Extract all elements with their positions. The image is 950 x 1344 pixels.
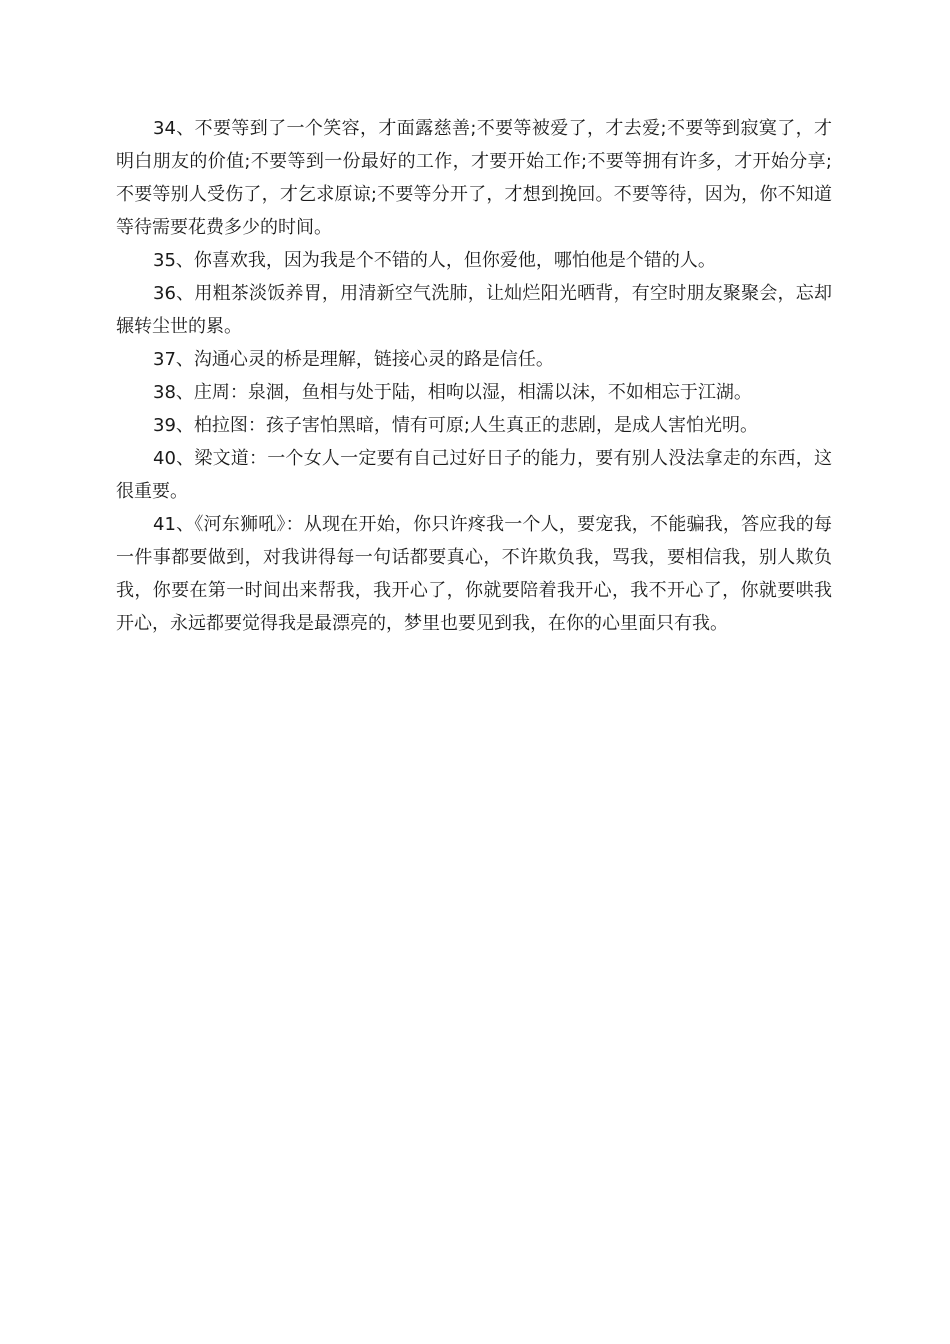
paragraph-41: 41、《河东狮吼》：从现在开始，你只许疼我一个人，要宠我，不能骗我，答应我的每一件事都要做到，对我讲得每一句话都要真心，不许欺负我，骂我，要相信我，别人欺负我，你要在第一时间出来帮我，我开心了，你就要陪着我开心，我不开心了，你就要哄我开心，永远都要觉得我是最漂亮的，梦里也要见到我，在你的心里面只有我。 <box>116 514 832 634</box>
paragraph-39: 39、柏拉图：孩子害怕黑暗，情有可原;人生真正的悲剧，是成人害怕光明。 <box>153 415 758 436</box>
paragraph-40: 40、梁文道：一个女人一定要有自己过好日子的能力，要有别人没法拿走的东西，这很重要。 <box>116 448 832 502</box>
paragraph-35: 35、你喜欢我，因为我是个不错的人，但你爱他，哪怕他是个错的人。 <box>153 250 716 271</box>
paragraph-37: 37、沟通心灵的桥是理解，链接心灵的路是信任。 <box>153 349 554 370</box>
paragraph-34: 34、不要等到了一个笑容，才面露慈善;不要等被爱了，才去爱;不要等到寂寞了，才明白朋友的价值;不要等到一份最好的工作，才要开始工作;不要等拥有许多，才开始分享;不要等别人受伤了，才乞求原谅;不要等分开了，才想到挽回。不要等待，因为，你不知道等待需要花费多少的时间。 <box>116 118 832 238</box>
paragraph-36: 36、用粗茶淡饭养胃，用清新空气洗肺，让灿烂阳光晒背，有空时朋友聚聚会，忘却辗转尘世的累。 <box>116 283 832 337</box>
paragraph-38: 38、庄周：泉涸，鱼相与处于陆，相呴以湿，相濡以沫，不如相忘于江湖。 <box>153 382 752 403</box>
document-body <box>116 112 832 640</box>
